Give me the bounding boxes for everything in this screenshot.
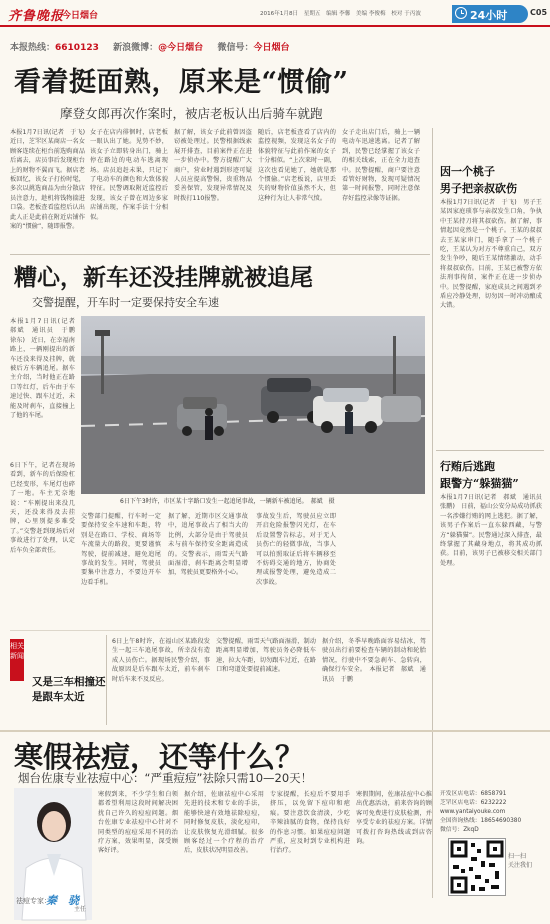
masthead-date-line: 2016年1月8日 星期五 编辑 李馨 美编 李俊梅 校对 于丙波 (260, 11, 421, 17)
story2-subhead: 交警提醒，开车时一定要保持安全车速 (32, 296, 219, 309)
accident-scene (81, 316, 425, 494)
related-title: 又是三车相撞还是跟车太近 (32, 676, 106, 703)
weibo-value: @今日烟台 (158, 43, 204, 53)
story2-col-5: 事故发生后，驾驶员应立即开启危险报警闪光灯，在车后设置警告标志，对于无人员伤亡的轻微事故，当事人可以拍照取证后将车辆移至不妨碍交通的地方，协商处理或报警处理，避免造成二次事故。 (256, 513, 336, 586)
weibo-label: 新浪微博： (113, 43, 159, 53)
story2-col-4: 据了解，近期市区交通事故中，追尾事故占了相当大的比例，大部分是由于驾驶员未与前车保持安全距离造成的。交警表示，雨雪天气路面湿滑，刹车距离会明显增加，驾驶员更要格外小心。 (168, 513, 248, 577)
doctor-caption: 祛痘专家： (16, 897, 51, 905)
doctor-photo (14, 788, 92, 920)
story1-col-3: 据了解，该女子此前曾因盗窃被处理过。民警根据线索展开排查，目前案件正在进一步侦办中。警方提醒广大商户，营业时遇到形迹可疑人员应提高警惕，贵重物品妥善保管，发现异常情况及时拨打110报警。 (174, 129, 252, 202)
sidebar2-body: 本报1月7日讯(记者 郝斌 通讯员 张鹏) 日前，福山公安分局成功抓获一名涉嫌行贿的网上逃犯。据了解，该男子作案后一直东躲西藏，与警方“躲猫猫”。民警通过深入排查，最终掌握了其藏身地点，将其成功抓获。目前，该男子已被移交相关部门处理。 (440, 494, 549, 567)
ad-subhead: 烟台佐康专业祛痘中心：“严重痘痘”祛除只需10—20天！ (18, 771, 313, 785)
section-banner (452, 5, 528, 23)
hotline-label: 本报热线： (10, 43, 56, 53)
ad-col-2: 据介绍，佐康祛痘中心采用先进的技术和专业的手法，能够快速有效地祛除痘痘，同时修复皮肤，淡化痘印，让皮肤恢复光滑细腻。很多顾客经过一个疗程的治疗后，皮肤状况明显改善。 (184, 791, 264, 855)
story1-subhead: 摩登女郎再次作案时，被店老板认出后骑车就跑 (60, 106, 323, 121)
page-number: C05 (530, 8, 548, 17)
ad-col-1: 寒假到来，不少学生和白领都希望利用这段时间解决困扰自己许久的痘痘问题。烟台佐康专业祛痘中心针对不同类型的痘痘采用不同的治疗方案，效果明显，深受顾客好评。 (98, 791, 178, 855)
wechat-value: 今日烟台 (253, 43, 290, 53)
clock-icon (455, 7, 467, 19)
masthead (0, 0, 550, 24)
accident-photo (81, 316, 425, 494)
sidebar1-headline-1: 因一个桃子 (440, 165, 495, 178)
sidebar2-headline-2: 跟警方“躲猫猫” (440, 477, 519, 490)
story2-col-2: 6日下午，记者在现场看到，新车的后保险杠已经变形，车尾灯也碎了一地。车主无奈地说：“车刚提出来没几天，还没来得及去挂牌，心里别提多难受了。”交警赶到现场后对事故进行了处理，认定后车负全部责任。 (10, 462, 75, 554)
masthead-logo: 齐鲁晚报 (8, 9, 65, 24)
related-col-1: 6日上午8时许，在福山区某路段发生一起三车追尾事故，所幸没有造成人员伤亡。据现场民警介绍，事故原因是后车跟车太近，前车刹车时后车来不及反应。 (112, 638, 210, 683)
ad-address: 开发区店电话：6858791 芝罘区店电话：6232222 www.yantaiyouke.com 全国咨询热线：18654690380 微信号：ZkqD (440, 791, 522, 833)
story1-col-2: 女子在店内徘徊时，店老板一眼认出了她。见势不妙，该女子立即转身出门，骑上停在路边的电动车逃离现场。店员追赶未果，只记下了电动车的颜色和大致体貌特征。民警调取附近监控后发现，该女子曾在周边多家店铺出现，作案手法十分相似。 (90, 129, 168, 221)
hotline-bar (10, 40, 289, 53)
sidebar1-headline-2: 男子把亲叔砍伤 (440, 182, 517, 195)
qr-code-icon (449, 839, 505, 895)
related-label-text: 相关新闻 (10, 642, 24, 660)
sidebar1-body: 本报1月7日讯(记者 于飞) 男子王某因家庭琐事与亲叔发生口角，争执中王某持刀将其叔砍伤。据了解，事情起因竟然是一个桃子。王某的叔叔去王某家串门，随手拿了一个桃子吃，王某认为对方不尊重自己，双方发生争吵，随后王某情绪激动，动手将叔叔砍伤。目前，王某已被警方依法刑事拘留，案件正在进一步侦办中。民警提醒，家庭成员之间遇到矛盾应冷静处理，切勿因一时冲动酿成大错。 (440, 199, 542, 310)
story1-headline: 看着挺面熟，原来是“惯偷” (14, 67, 349, 98)
hotline-value: 6610123 (55, 43, 99, 53)
related-label (10, 639, 24, 681)
story2-headline: 糟心，新车还没挂牌就被追尾 (14, 264, 313, 291)
related-col-2: 交警提醒，雨雪天气路面湿滑，制动距离明显增加，驾驶员务必降低车速，拉大车距，切勿跟车过近，在路口和弯道处要提前减速。 (216, 638, 316, 674)
doctor-title: 主任 (74, 906, 87, 913)
ad-col-4: 寒假期间，佐康祛痘中心推出优惠活动，前来咨询的顾客可免费进行皮肤检测，并享受专业的祛痘方案。详情可拨打咨询热线或到店咨询。 (356, 791, 432, 846)
story2-col-3: 交警部门提醒，行车时一定要保持安全车速和车距，特别是在路口、学校、商场等车流量大的路段，更要谨慎驾驶，提前减速，避免追尾事故的发生。同时，驾驶员要集中注意力，不要边开车边看手机。 (81, 513, 161, 586)
story2-col-1: 本报1月7日讯(记者 郝斌 通讯员 于鹏 徐东) 近日，在幸福南路上，一辆刚提出的新车还没来得及挂牌，就被后方车辆追尾。据车主介绍，当时他正在路口等红灯，后车由于车速过快、跟车过近，未能及时刹车，直接撞上了他的车尾。 (10, 318, 82, 420)
story1-col-1: 本报1月7日讯(记者 于飞) 近日，芝罘区某商店一名女顾客连续在柜台前选购商品后离去，店员事后发现柜台上的财物不翼而飞。据店老板回忆，该女子打扮时髦，多次以挑选商品为由分散店员注意力，趁机将钱物揣进口袋。老板查看监控后认出此人正是此前在附近店铺作案的“惯偷”，随即报警。 (10, 129, 92, 231)
qr-note: 扫一扫 关注我们 (508, 853, 533, 869)
doctor-name: 秦 骁 (46, 894, 79, 907)
ad-headline: 寒假祛痘，还等什么？ (14, 740, 305, 774)
wechat-label: 微信号： (217, 43, 254, 53)
masthead-brand: 今日烟台 (62, 11, 99, 21)
story1-col-4: 随后，店老板查看了店内的监控视频，发现这名女子的体貌特征与此前作案的女子十分相似。“上次来时一副，这次也看见她了，她就是那个惯偷。”店老板说，店里丢失的财物价值虽然不大，但这种行为让人非常气愤。 (258, 129, 336, 202)
section-title: 24小时 (470, 9, 508, 22)
ad-col-3: 专家提醒，长痘后不要用手挤压，以免留下痘印和疤痕。要注意饮食清淡，少吃辛辣油腻的食物，保持良好的作息习惯。如果痘痘问题严重，应及时到专业机构进行治疗。 (270, 791, 350, 855)
story1-col-5: 女子走出店门后，骑上一辆电动车迅速逃离。记者了解到，民警已经掌握了该女子的相关线索，正在全力追查中。民警提醒，商户要注意看管好财物，发现可疑情况第一时间报警，同时注意保存好监控录像等证据。 (342, 129, 420, 202)
photo-caption: 6日下午3时许，市区某十字路口发生一起追尾事故，一辆新车被追尾。 郝斌 摄 (120, 498, 335, 505)
related-box (10, 635, 107, 725)
related-col-3: 据介绍，冬季早晚路面容易结冰，驾驶员出行前要检查车辆的制动和轮胎情况，行驶中不要急刹车、急转向，确保行车安全。 本报记者 郝斌 通讯员 于鹏 (322, 638, 426, 683)
qr-code[interactable] (448, 838, 506, 896)
sidebar2-headline-1: 行贿后逃跑 (440, 460, 495, 473)
